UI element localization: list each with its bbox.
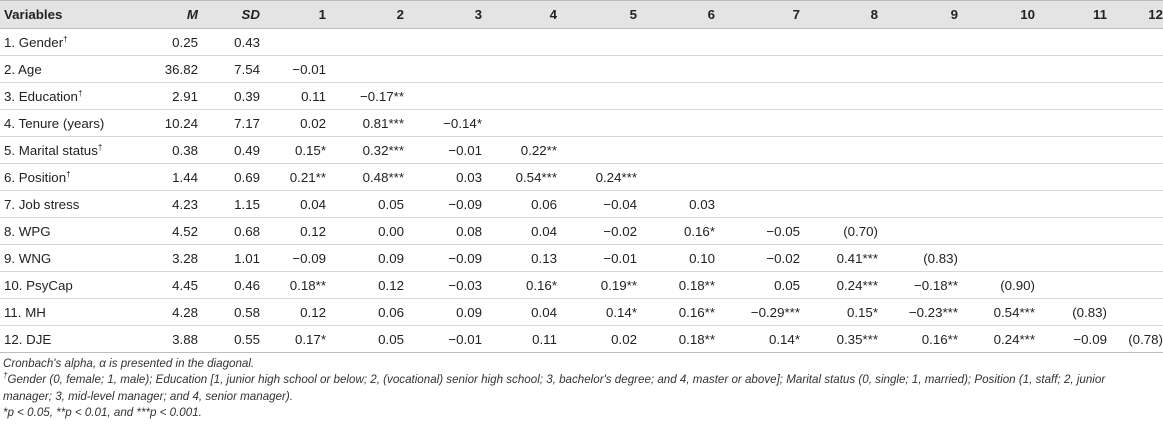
table-cell: 3.28 bbox=[140, 245, 198, 272]
table-cell: 0.15* bbox=[260, 137, 326, 164]
table-cell: 7.54 bbox=[198, 56, 260, 83]
table-cell: 0.69 bbox=[198, 164, 260, 191]
row-label: 12. DJE bbox=[0, 326, 140, 353]
table-cell bbox=[404, 56, 482, 83]
table-cell: 0.81*** bbox=[326, 110, 404, 137]
table-cell bbox=[637, 137, 715, 164]
table-cell: −0.09 bbox=[1035, 326, 1107, 353]
table-cell: 0.12 bbox=[326, 272, 404, 299]
table-cell bbox=[404, 29, 482, 56]
table-cell bbox=[800, 83, 878, 110]
table-cell bbox=[878, 56, 958, 83]
table-cell: (0.83) bbox=[878, 245, 958, 272]
table-cell: 0.11 bbox=[260, 83, 326, 110]
table-cell bbox=[557, 56, 637, 83]
table-cell: 0.06 bbox=[482, 191, 557, 218]
table-cell bbox=[958, 191, 1035, 218]
note-alpha: Cronbach's alpha, α is presented in the diagonal. bbox=[3, 357, 255, 370]
table-cell: 0.08 bbox=[404, 218, 482, 245]
table-cell bbox=[1107, 299, 1163, 326]
table-cell: 0.16** bbox=[878, 326, 958, 353]
table-cell: 0.22** bbox=[482, 137, 557, 164]
header-col-3: 1 bbox=[260, 1, 326, 29]
table-row bbox=[0, 137, 1163, 164]
table-cell bbox=[958, 245, 1035, 272]
table-cell: 0.24*** bbox=[800, 272, 878, 299]
table-cell: 0.68 bbox=[198, 218, 260, 245]
header-col-11: 9 bbox=[878, 1, 958, 29]
table-cell bbox=[800, 164, 878, 191]
table-cell: 0.18** bbox=[637, 326, 715, 353]
table-row bbox=[0, 272, 1163, 299]
table-cell: 0.16* bbox=[637, 218, 715, 245]
table-cell: 4.45 bbox=[140, 272, 198, 299]
table-cell: 0.05 bbox=[715, 272, 800, 299]
table-cell: 0.09 bbox=[404, 299, 482, 326]
table-cell: 0.13 bbox=[482, 245, 557, 272]
table-cell: 0.43 bbox=[198, 29, 260, 56]
row-label: 8. WPG bbox=[0, 218, 140, 245]
table-body bbox=[0, 29, 1163, 353]
table-cell: 0.17* bbox=[260, 326, 326, 353]
table-cell bbox=[326, 56, 404, 83]
table-cell: −0.01 bbox=[260, 56, 326, 83]
table-cell bbox=[1107, 110, 1163, 137]
table-row bbox=[0, 29, 1163, 56]
table-cell bbox=[958, 83, 1035, 110]
table-cell bbox=[958, 110, 1035, 137]
table-cell: 3.88 bbox=[140, 326, 198, 353]
table-cell bbox=[1107, 218, 1163, 245]
table-cell bbox=[557, 29, 637, 56]
table-cell: (0.90) bbox=[958, 272, 1035, 299]
header-col-13: 11 bbox=[1035, 1, 1107, 29]
table-cell: −0.17** bbox=[326, 83, 404, 110]
table-cell: 0.00 bbox=[326, 218, 404, 245]
table-cell: 1.44 bbox=[140, 164, 198, 191]
table-cell: 0.03 bbox=[404, 164, 482, 191]
table-cell bbox=[715, 164, 800, 191]
table-cell bbox=[482, 56, 557, 83]
table-cell: 0.41*** bbox=[800, 245, 878, 272]
table-cell bbox=[1107, 272, 1163, 299]
table-cell: 0.12 bbox=[260, 299, 326, 326]
table-cell bbox=[715, 137, 800, 164]
header-col-5: 3 bbox=[404, 1, 482, 29]
table-cell: 0.05 bbox=[326, 191, 404, 218]
header-col-9: 7 bbox=[715, 1, 800, 29]
table-cell: 0.58 bbox=[198, 299, 260, 326]
table-cell: 0.46 bbox=[198, 272, 260, 299]
header-variables: Variables bbox=[0, 1, 140, 29]
table-cell bbox=[958, 164, 1035, 191]
table-cell bbox=[1107, 245, 1163, 272]
table-cell: 0.24*** bbox=[557, 164, 637, 191]
table-row bbox=[0, 218, 1163, 245]
table-cell bbox=[1107, 56, 1163, 83]
table-cell bbox=[958, 56, 1035, 83]
table-cell: 0.55 bbox=[198, 326, 260, 353]
table-header-row bbox=[0, 1, 1163, 29]
table-row bbox=[0, 110, 1163, 137]
table-cell: 0.12 bbox=[260, 218, 326, 245]
dagger-symbol: † bbox=[3, 371, 8, 381]
table-cell: 10.24 bbox=[140, 110, 198, 137]
table-cell bbox=[1035, 29, 1107, 56]
table-cell: 0.25 bbox=[140, 29, 198, 56]
table-cell bbox=[1035, 218, 1107, 245]
table-cell bbox=[715, 56, 800, 83]
header-col-6: 4 bbox=[482, 1, 557, 29]
header-col-12: 10 bbox=[958, 1, 1035, 29]
table-cell: 36.82 bbox=[140, 56, 198, 83]
table-cell bbox=[715, 83, 800, 110]
table-cell: 1.15 bbox=[198, 191, 260, 218]
dagger-mark: † bbox=[63, 34, 68, 44]
table-cell: 0.18** bbox=[637, 272, 715, 299]
table-cell bbox=[637, 56, 715, 83]
table-cell: (0.78) bbox=[1107, 326, 1163, 353]
table-cell: 1.01 bbox=[198, 245, 260, 272]
table-cell: 0.09 bbox=[326, 245, 404, 272]
table-cell bbox=[1035, 191, 1107, 218]
table-cell bbox=[637, 29, 715, 56]
table-cell: 0.16* bbox=[482, 272, 557, 299]
table-cell: −0.29*** bbox=[715, 299, 800, 326]
table-cell: (0.70) bbox=[800, 218, 878, 245]
table-cell: −0.01 bbox=[404, 137, 482, 164]
table-cell bbox=[715, 191, 800, 218]
table-cell bbox=[404, 83, 482, 110]
table-cell: 0.11 bbox=[482, 326, 557, 353]
table-cell bbox=[800, 29, 878, 56]
row-label: 4. Tenure (years) bbox=[0, 110, 140, 137]
table-cell bbox=[800, 191, 878, 218]
table-cell bbox=[260, 29, 326, 56]
table-cell bbox=[800, 110, 878, 137]
note-dagger bbox=[3, 372, 1143, 405]
header-col-8: 6 bbox=[637, 1, 715, 29]
table-cell bbox=[1107, 83, 1163, 110]
table-cell: 2.91 bbox=[140, 83, 198, 110]
table-cell bbox=[1035, 56, 1107, 83]
table-cell: −0.01 bbox=[557, 245, 637, 272]
row-label: 6. Position† bbox=[0, 164, 140, 191]
table-cell bbox=[878, 29, 958, 56]
table-row bbox=[0, 191, 1163, 218]
table-cell: −0.01 bbox=[404, 326, 482, 353]
header-col-2: SD bbox=[198, 1, 260, 29]
row-label: 10. PsyCap bbox=[0, 272, 140, 299]
table-cell: 0.54*** bbox=[958, 299, 1035, 326]
table-cell: 0.05 bbox=[326, 326, 404, 353]
table-row bbox=[0, 245, 1163, 272]
header-col-1: M bbox=[140, 1, 198, 29]
table-row bbox=[0, 326, 1163, 353]
table-cell bbox=[958, 29, 1035, 56]
table-cell: 7.17 bbox=[198, 110, 260, 137]
table-cell: 0.04 bbox=[482, 299, 557, 326]
note-dagger-text: Gender (0, female; 1, male); Education [1, junior high school or below; 2, (vocational) senior high school; 3, bachelor's degree; and 4, master or above]; Marital status (0, single; 1, married); Position (1, staff; 2, junior manager; 3, mid-level manager; and 4, senior manager). bbox=[3, 373, 1106, 403]
dagger-mark: † bbox=[97, 142, 103, 152]
table-cell: 0.03 bbox=[637, 191, 715, 218]
table-cell bbox=[482, 29, 557, 56]
row-label: 7. Job stress bbox=[0, 191, 140, 218]
table-cell: −0.02 bbox=[715, 245, 800, 272]
table-cell bbox=[878, 218, 958, 245]
table-cell bbox=[878, 110, 958, 137]
header-col-10: 8 bbox=[800, 1, 878, 29]
table-cell bbox=[482, 110, 557, 137]
header-col-4: 2 bbox=[326, 1, 404, 29]
table-cell: −0.03 bbox=[404, 272, 482, 299]
table-cell bbox=[1035, 110, 1107, 137]
table-cell bbox=[878, 137, 958, 164]
table-cell: 0.06 bbox=[326, 299, 404, 326]
table-cell bbox=[637, 83, 715, 110]
table-cell bbox=[715, 29, 800, 56]
table-cell bbox=[1107, 29, 1163, 56]
table-cell bbox=[715, 110, 800, 137]
table-cell: 0.35*** bbox=[800, 326, 878, 353]
row-label: 2. Age bbox=[0, 56, 140, 83]
table-cell bbox=[1035, 83, 1107, 110]
dagger-mark: † bbox=[66, 169, 71, 179]
table-cell: 0.19** bbox=[557, 272, 637, 299]
row-label: 9. WNG bbox=[0, 245, 140, 272]
table-cell: −0.18** bbox=[878, 272, 958, 299]
table-cell: −0.02 bbox=[557, 218, 637, 245]
table-cell: 0.04 bbox=[260, 191, 326, 218]
table-cell bbox=[958, 218, 1035, 245]
table-cell bbox=[637, 164, 715, 191]
table-cell bbox=[1107, 191, 1163, 218]
table-cell bbox=[637, 110, 715, 137]
table-cell bbox=[557, 83, 637, 110]
row-label: 1. Gender† bbox=[0, 29, 140, 56]
table-cell bbox=[800, 137, 878, 164]
table-cell bbox=[1035, 137, 1107, 164]
table-cell: −0.23*** bbox=[878, 299, 958, 326]
table-cell bbox=[1035, 272, 1107, 299]
table-cell bbox=[557, 110, 637, 137]
table-cell: 4.28 bbox=[140, 299, 198, 326]
table-cell: 4.23 bbox=[140, 191, 198, 218]
table-cell: 0.49 bbox=[198, 137, 260, 164]
table-cell: −0.09 bbox=[404, 191, 482, 218]
table-cell bbox=[1035, 164, 1107, 191]
table-cell: −0.09 bbox=[260, 245, 326, 272]
table-cell bbox=[326, 29, 404, 56]
table-cell: 0.14* bbox=[715, 326, 800, 353]
table-cell: −0.05 bbox=[715, 218, 800, 245]
table-cell bbox=[1107, 137, 1163, 164]
table-cell: −0.09 bbox=[404, 245, 482, 272]
table-cell: 0.54*** bbox=[482, 164, 557, 191]
table-cell bbox=[878, 83, 958, 110]
table-row bbox=[0, 299, 1163, 326]
table-cell: 0.02 bbox=[557, 326, 637, 353]
table-cell: 0.32*** bbox=[326, 137, 404, 164]
table-cell bbox=[482, 83, 557, 110]
table-cell bbox=[878, 191, 958, 218]
table-cell: −0.14* bbox=[404, 110, 482, 137]
table-cell: 0.48*** bbox=[326, 164, 404, 191]
table-cell: 0.15* bbox=[800, 299, 878, 326]
row-label: 5. Marital status† bbox=[0, 137, 140, 164]
table-cell: 4.52 bbox=[140, 218, 198, 245]
table-cell: 0.14* bbox=[557, 299, 637, 326]
table-notes bbox=[0, 353, 1143, 422]
table-row bbox=[0, 164, 1163, 191]
table-cell bbox=[878, 164, 958, 191]
table-row bbox=[0, 83, 1163, 110]
row-label: 11. MH bbox=[0, 299, 140, 326]
table-cell: 0.18** bbox=[260, 272, 326, 299]
header-col-7: 5 bbox=[557, 1, 637, 29]
table-cell bbox=[1107, 164, 1163, 191]
table-cell: 0.21** bbox=[260, 164, 326, 191]
header-col-14: 12 bbox=[1107, 1, 1163, 29]
table-cell: 0.39 bbox=[198, 83, 260, 110]
table-cell bbox=[958, 137, 1035, 164]
table-cell: 0.38 bbox=[140, 137, 198, 164]
table-cell: 0.04 bbox=[482, 218, 557, 245]
table-cell: 0.24*** bbox=[958, 326, 1035, 353]
table-cell bbox=[800, 56, 878, 83]
table-cell bbox=[557, 137, 637, 164]
dagger-mark: † bbox=[77, 88, 83, 98]
table-cell bbox=[1035, 245, 1107, 272]
table-cell: 0.02 bbox=[260, 110, 326, 137]
table-cell: (0.83) bbox=[1035, 299, 1107, 326]
table-cell: 0.16** bbox=[637, 299, 715, 326]
note-significance: *p < 0.05, **p < 0.01, and ***p < 0.001. bbox=[3, 406, 202, 420]
table-row bbox=[0, 56, 1163, 83]
table-cell: −0.04 bbox=[557, 191, 637, 218]
row-label: 3. Education† bbox=[0, 83, 140, 110]
table-cell: 0.10 bbox=[637, 245, 715, 272]
